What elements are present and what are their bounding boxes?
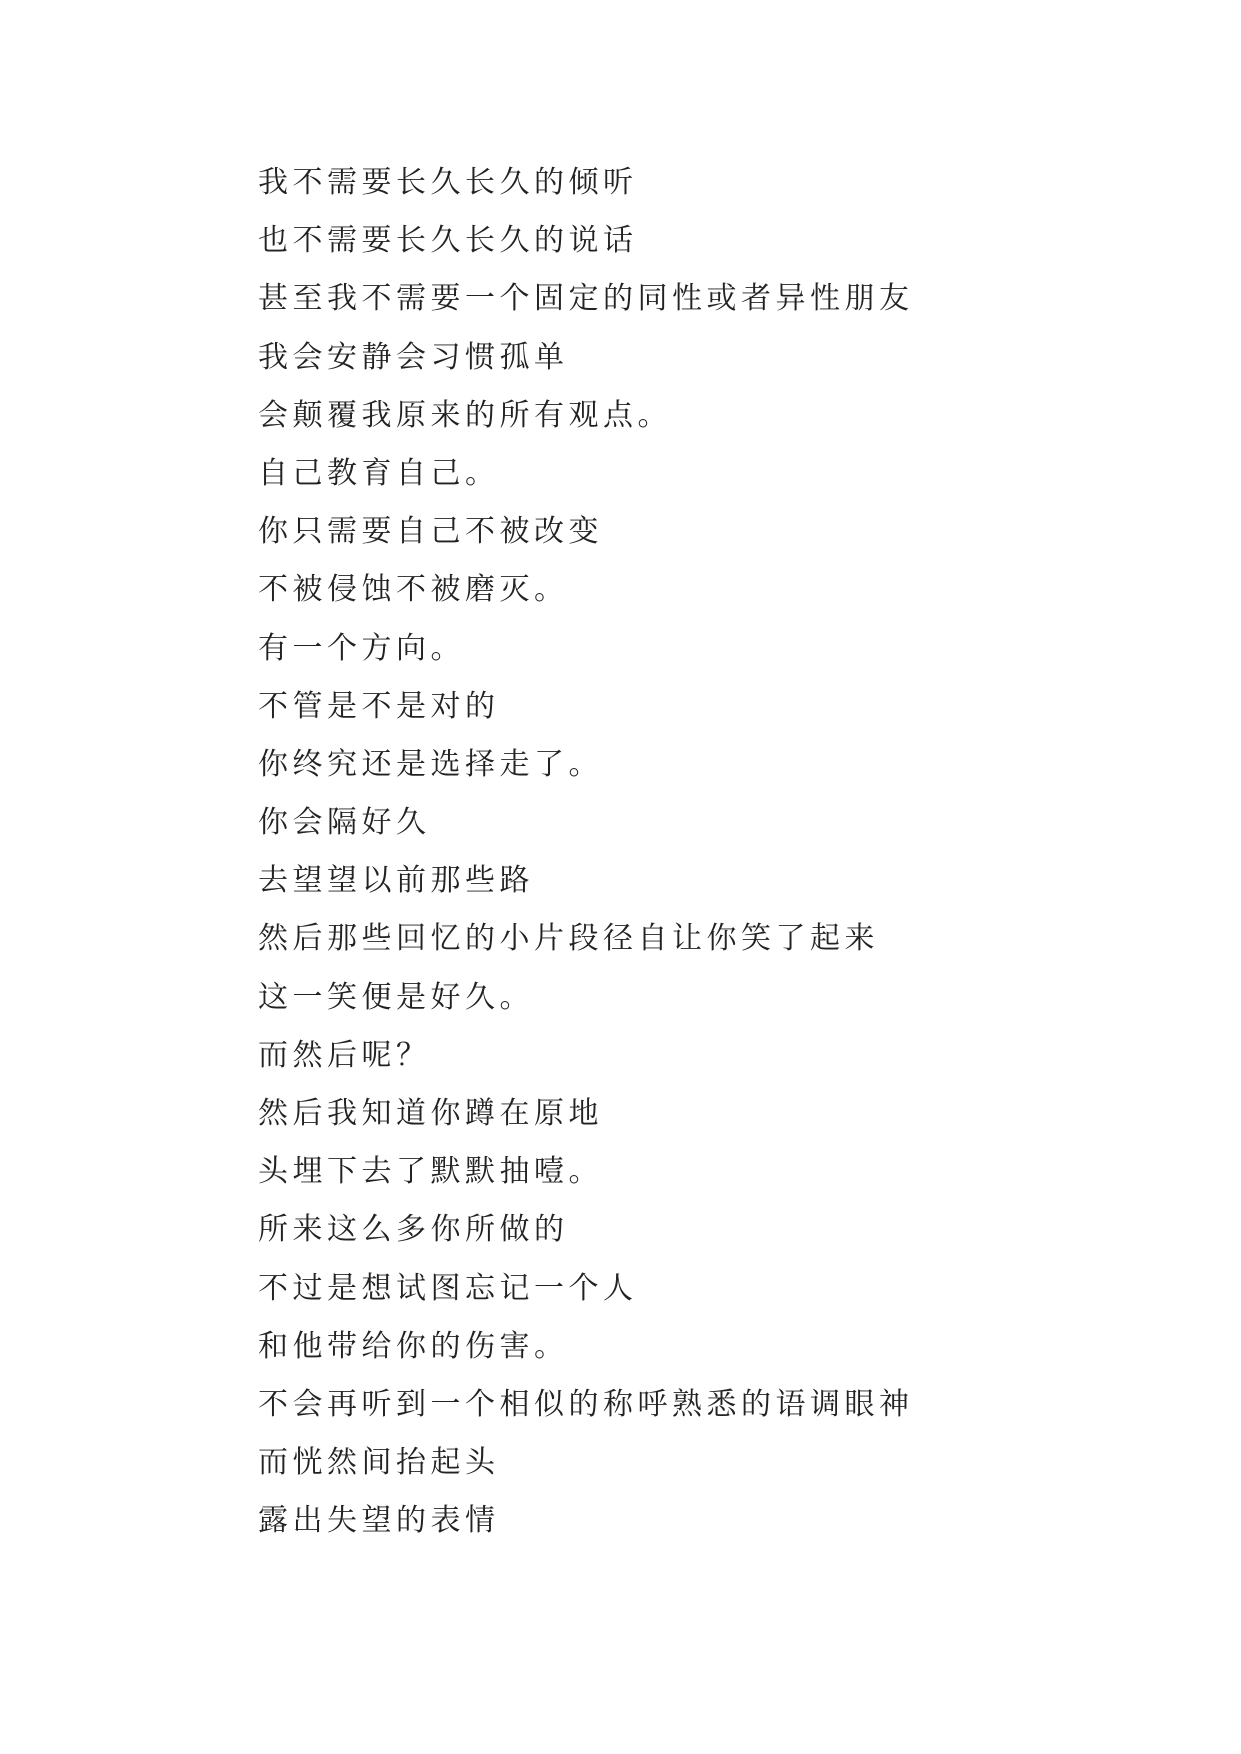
- text-line: 所来这么多你所做的: [258, 1212, 569, 1248]
- text-line: 然后我知道你蹲在原地: [258, 1096, 603, 1131]
- text-line: 你只需要自己不被改变: [258, 514, 603, 550]
- text-line: 我不需要长久长久的倾听: [258, 165, 638, 200]
- text-line: 有一个方向。: [258, 630, 465, 666]
- text-line: 不过是想试图忘记一个人: [258, 1270, 638, 1306]
- text-line: 你终究还是选择走了。: [258, 746, 603, 782]
- text-line: 这一笑便是好久。: [258, 979, 534, 1015]
- text-line: 不管是不是对的: [258, 688, 500, 724]
- text-line: 会颠覆我原来的所有观点。: [258, 397, 672, 433]
- text-line: 甚至我不需要一个固定的同性或者异性朋友: [258, 281, 914, 317]
- text-line: 头埋下去了默默抽噎。: [258, 1154, 603, 1190]
- poem-text: [258, 162, 914, 1559]
- text-line: 而恍然间抬起头: [258, 1445, 500, 1481]
- text-line: 然后那些回忆的小片段径自让你笑了起来: [258, 921, 879, 957]
- text-line: 也不需要长久长久的说话: [258, 223, 638, 259]
- text-line: 我会安静会习惯孤单: [258, 339, 569, 375]
- text-line: 不被侵蚀不被磨灭。: [258, 572, 569, 608]
- text-line: 你会隔好久: [258, 805, 431, 841]
- text-line: 和他带给你的伤害。: [258, 1328, 569, 1364]
- text-line: 不会再听到一个相似的称呼熟悉的语调眼神: [258, 1386, 914, 1422]
- text-line: 露出失望的表情: [258, 1503, 500, 1539]
- text-line: 而然后呢？: [258, 1037, 431, 1073]
- text-line: 自己教育自己。: [258, 455, 500, 491]
- text-line: 去望望以前那些路: [258, 863, 534, 899]
